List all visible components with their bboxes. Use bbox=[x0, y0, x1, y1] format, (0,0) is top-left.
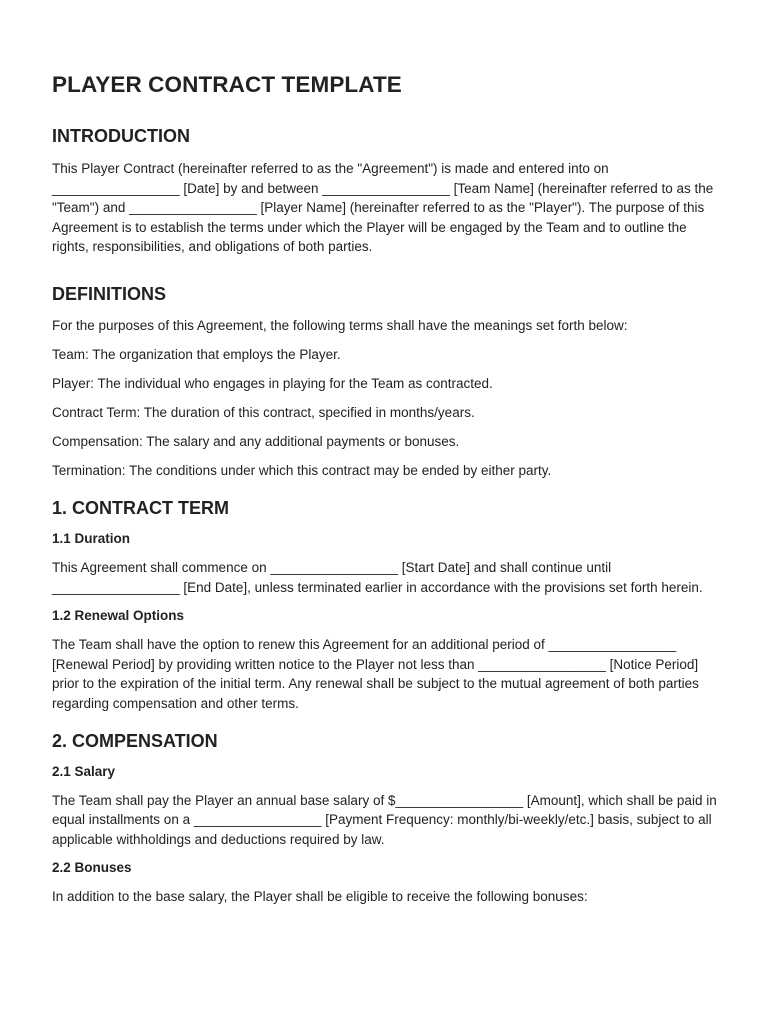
definition-termination: Termination: The conditions under which this contract may be ended by either party. bbox=[52, 463, 552, 479]
bonuses-paragraph: In addition to the base salary, the Player shall be eligible to receive the following bonuses: bbox=[52, 889, 588, 905]
definition-contract-term: Contract Term: The duration of this contract, specified in months/years. bbox=[52, 405, 475, 421]
bonuses-heading: 2.2 Bonuses bbox=[52, 860, 132, 876]
introduction-paragraph: This Player Contract (hereinafter referred to as the "Agreement") is made and entered into on _________________ [Date] by and between _________________ [Team Name] (hereinafter referred to as the "Team") and _________________ [Player Name] (hereinafter referred to as the "Player"). The purpose of this Agreement is to establish the terms under which the Player will be engaged by the Team and to outline the rights, responsibilities, and obligations of both parties. bbox=[52, 161, 714, 255]
definition-compensation: Compensation: The salary and any additional payments or bonuses. bbox=[52, 434, 460, 450]
compensation-heading: 2. COMPENSATION bbox=[52, 730, 218, 751]
salary-paragraph: The Team shall pay the Player an annual base salary of $_________________ [Amount], which shall be paid in equal installments on a _________________ [Payment Frequency: monthly/bi-weekly/etc.] basis, subject to all applicable withholdings and deductions required by law. bbox=[52, 792, 717, 847]
duration-paragraph: This Agreement shall commence on _________________ [Start Date] and shall continue until _________________ [End Date], unless terminated earlier in accordance with the provisions set forth herein. bbox=[52, 560, 703, 595]
introduction-heading: INTRODUCTION bbox=[52, 126, 190, 146]
document-title: PLAYER CONTRACT TEMPLATE bbox=[52, 72, 402, 97]
renewal-options-paragraph: The Team shall have the option to renew this Agreement for an additional period of _________________ [Renewal Period] by providing written notice to the Player not less than _________________ [Notice Period] prior to the expiration of the initial term. Any renewal shall be subject to the mutual agreement of both parties regarding compensation and other terms. bbox=[52, 637, 699, 711]
definitions-intro: For the purposes of this Agreement, the following terms shall have the meanings set forth below: bbox=[52, 317, 628, 333]
definition-team: Team: The organization that employs the Player. bbox=[52, 347, 341, 363]
salary-heading: 2.1 Salary bbox=[52, 763, 116, 779]
definition-player: Player: The individual who engages in playing for the Team as contracted. bbox=[52, 376, 493, 392]
duration-heading: 1.1 Duration bbox=[52, 531, 131, 547]
contract-term-heading: 1. CONTRACT TERM bbox=[52, 498, 229, 519]
definitions-heading: DEFINITIONS bbox=[52, 283, 167, 304]
renewal-options-heading: 1.2 Renewal Options bbox=[52, 608, 185, 624]
